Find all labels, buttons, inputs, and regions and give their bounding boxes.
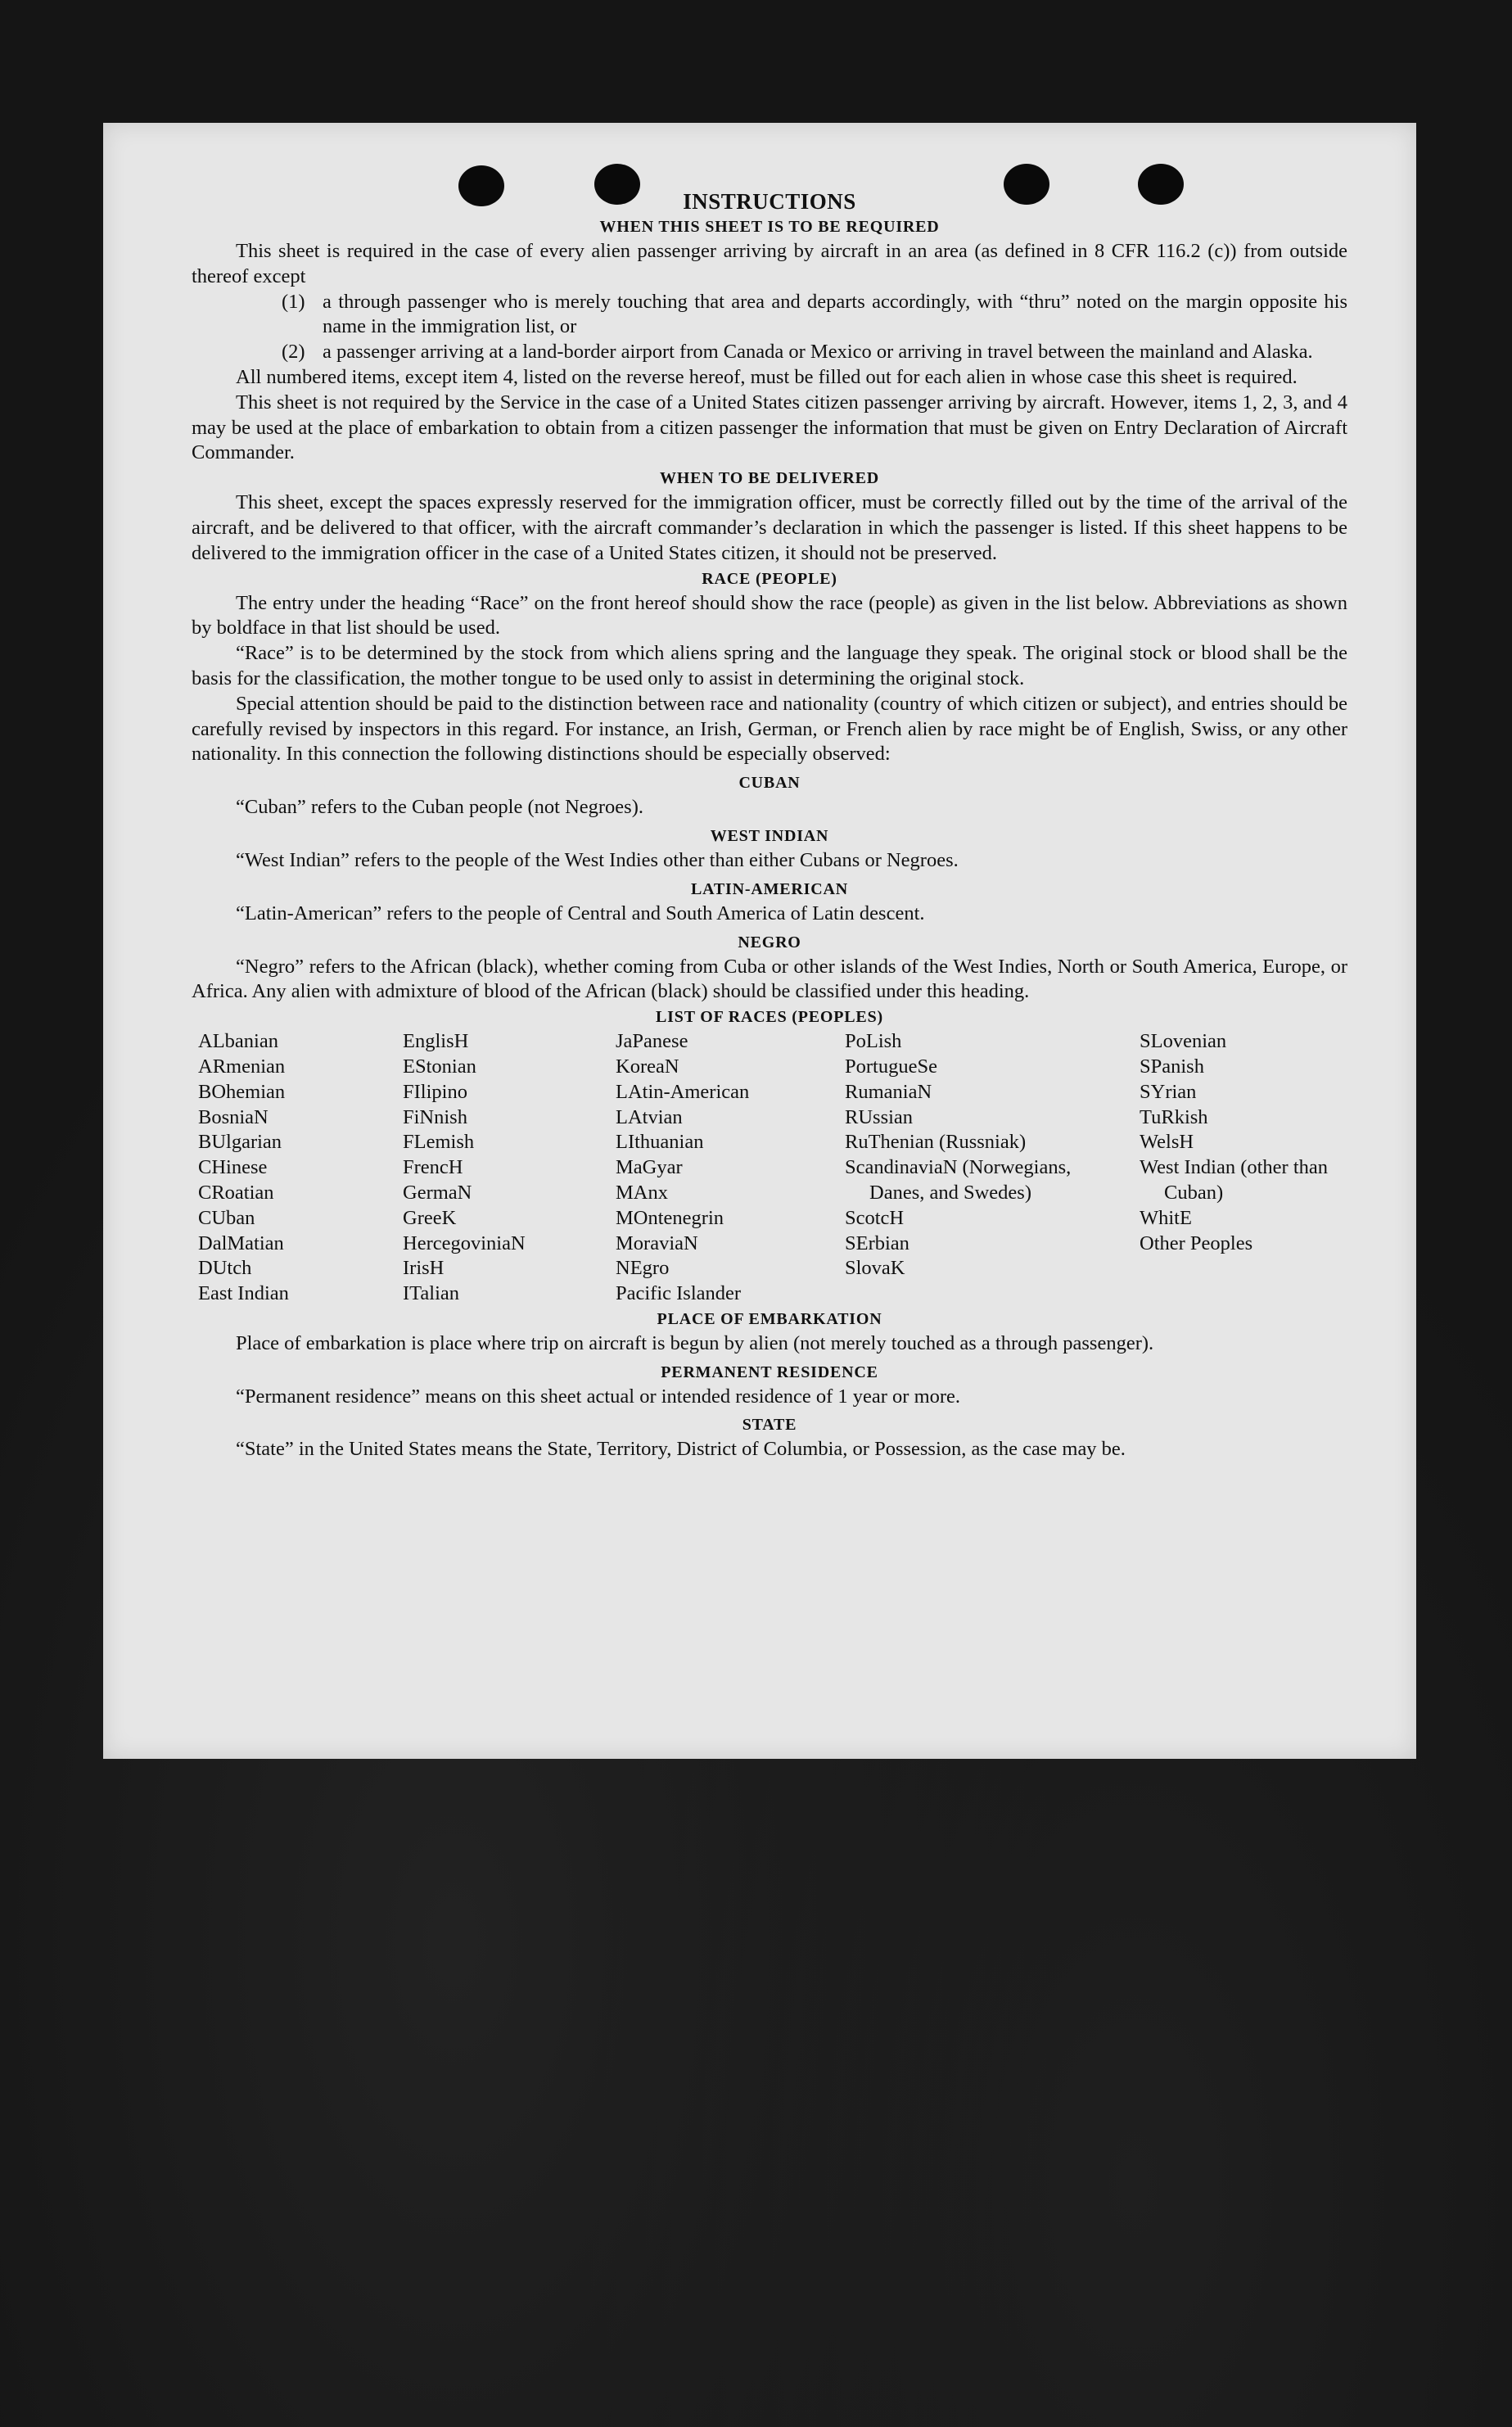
item-number: (2) (282, 341, 305, 364)
race-entry: SLovenian (1140, 1030, 1227, 1053)
race-entry: EnglisH (403, 1030, 469, 1053)
race-entry: NEgro (616, 1257, 670, 1280)
race-entry: ARmenian (198, 1055, 286, 1078)
race-entry: WelsH (1140, 1131, 1194, 1154)
race-entry: LAtin-American (616, 1080, 750, 1103)
race-entry: BOhemian (198, 1080, 286, 1103)
race-entry: PoLish (845, 1030, 902, 1053)
races-column-3 (616, 1029, 845, 1307)
race-entry: SlovaK (845, 1257, 905, 1280)
heading-cuban: CUBAN (738, 774, 801, 793)
race-entry: RuThenian (Russniak) (845, 1131, 1027, 1154)
cuban-text: “Cuban” refers to the Cuban people (not Negroes). (236, 796, 643, 819)
item-text: a passenger arriving at a land-border airport from Canada or Mexico or arriving in travel between the mainland and Alaska. (323, 341, 1313, 364)
race-entry: MOntenegrin (616, 1206, 724, 1229)
race-entry: SPanish (1140, 1055, 1204, 1078)
race-entry: KoreaN (616, 1055, 679, 1078)
required-para-3: This sheet is not required by the Service in the case of a United States citizen passenger arriving by aircraft. However, items 1, 2, 3, and 4 may be used at the place of embarkation to obtain from a citizen passenger the information that must be given on Entry Declaration of Aircraft Commander. (192, 391, 1347, 464)
required-intro: This sheet is required in the case of every alien passenger arriving by aircraft in an area (as defined in 8 CFR 116.2 (c)) from outside thereof except (192, 240, 1347, 287)
race-entry: LIthuanian (616, 1131, 704, 1154)
race-entry: Other Peoples (1140, 1232, 1253, 1254)
races-list (198, 1029, 1347, 1307)
race-entry: HercegoviniaN (403, 1232, 526, 1254)
state-text: “State” in the United States means the State, Territory, District of Columbia, or Possession, as the case may be. (236, 1438, 1126, 1461)
race-entry: FrencH (403, 1156, 463, 1179)
race-entry: TuRkish (1140, 1105, 1208, 1128)
latin-american-text: “Latin-American” refers to the people of Central and South America of Latin descent. (236, 902, 925, 924)
races-column-5 (1140, 1029, 1354, 1307)
race-entry: East Indian (198, 1282, 289, 1305)
race-entry: CRoatian (198, 1181, 274, 1204)
race-entry: WhitE (1140, 1206, 1192, 1229)
race-para-2: “Race” is to be determined by the stock from which aliens spring and the language they speak. The original stock or blood shall be the basis for the classification, the mother tongue to be used only to assist in determining the original stock. (192, 642, 1347, 689)
race-entry: RUssian (845, 1105, 914, 1128)
item-text: a through passenger who is merely touching that area and departs accordingly, with “thru” noted on the margin opposite his name in the immigration list, or (323, 290, 1347, 338)
race-entry: FiNnish (403, 1105, 467, 1128)
race-entry: ScotcH (845, 1206, 905, 1229)
races-column-1 (198, 1029, 403, 1307)
heading-state: STATE (742, 1416, 797, 1435)
races-column-2 (403, 1029, 616, 1307)
race-entry: West Indian (other than Cuban) (1140, 1156, 1329, 1204)
exception-item-1 (192, 290, 1347, 341)
race-entry: ITalian (403, 1282, 460, 1305)
race-entry: JaPanese (616, 1030, 688, 1053)
races-column-4 (845, 1029, 1140, 1307)
race-entry: FIlipino (403, 1080, 467, 1103)
race-entry: CUban (198, 1206, 255, 1229)
race-entry: MAnx (616, 1181, 668, 1204)
page-title: INSTRUCTIONS (683, 189, 856, 214)
heading-delivered: WHEN TO BE DELIVERED (659, 469, 880, 488)
race-entry: RumaniaN (845, 1080, 932, 1103)
race-entry: SYrian (1140, 1080, 1197, 1103)
race-entry: SErbian (845, 1232, 909, 1254)
heading-embarkation: PLACE OF EMBARKATION (657, 1309, 882, 1328)
race-para-1: The entry under the heading “Race” on the front hereof should show the race (people) as given in the list below. Abbreviations as shown by boldface in that list should be used. (192, 591, 1347, 640)
heading-latin-american: LATIN-AMERICAN (691, 879, 848, 898)
heading-negro: NEGRO (738, 933, 801, 951)
race-entry: LAtvian (616, 1105, 683, 1128)
delivered-text: This sheet, except the spaces expressly reserved for the immigration officer, must be correctly filled out by the time of the arrival of the aircraft, and be delivered to that officer, with the aircraft commander’s declaration in which the passenger is listed. If this sheet happens to be delivered to the immigration officer in the case of a United States citizen, it should not be preserved. (192, 491, 1347, 564)
heading-required: WHEN THIS SHEET IS TO BE REQUIRED (599, 218, 940, 236)
heading-races-list: LIST OF RACES (PEOPLES) (656, 1008, 883, 1027)
item-number: (1) (282, 290, 305, 313)
residence-text: “Permanent residence” means on this sheet actual or intended residence of 1 year or more. (236, 1385, 961, 1408)
race-entry: BUlgarian (198, 1131, 282, 1154)
required-para-2: All numbered items, except item 4, listed on the reverse hereof, must be filled out for each alien in whose case this sheet is required. (236, 365, 1298, 388)
race-entry: DalMatian (198, 1232, 284, 1254)
exception-item-2 (192, 340, 1347, 365)
race-entry: MaGyar (616, 1156, 683, 1179)
race-entry: Pacific Islander (616, 1282, 742, 1305)
race-entry: ALbanian (198, 1030, 278, 1053)
race-entry: FLemish (403, 1131, 475, 1154)
race-entry: CHinese (198, 1156, 268, 1179)
race-entry: ScandinaviaN (Norwegians, Danes, and Swedes) (845, 1156, 1072, 1204)
document-sheet (103, 123, 1416, 1759)
race-entry: GermaN (403, 1181, 472, 1204)
heading-race: RACE (PEOPLE) (702, 569, 837, 588)
race-entry: DUtch (198, 1257, 252, 1280)
race-entry: EStonian (403, 1055, 476, 1078)
heading-west-indian: WEST INDIAN (710, 826, 829, 845)
race-entry: IrisH (403, 1257, 445, 1280)
race-entry: PortugueSe (845, 1055, 937, 1078)
race-entry: MoraviaN (616, 1232, 698, 1254)
heading-residence: PERMANENT RESIDENCE (661, 1363, 878, 1381)
instructions-content (192, 188, 1347, 1462)
race-para-3: Special attention should be paid to the distinction between race and nationality (country of which citizen or subject), and entries should be carefully revised by inspectors in this regard. For instance, an Irish, German, or French alien by race might be of English, Swiss, or any other nationality. In this connection the following distinctions should be especially observed: (192, 692, 1347, 766)
negro-text: “Negro” refers to the African (black), whether coming from Cuba or other islands of the West Indies, North or South America, Europe, or Africa. Any alien with admixture of blood of the African (black) should be classified under this heading. (192, 955, 1347, 1003)
race-entry: BosniaN (198, 1105, 269, 1128)
race-entry: GreeK (403, 1206, 457, 1229)
embarkation-text: Place of embarkation is place where trip on aircraft is begun by alien (not merely touched as a through passenger). (236, 1331, 1154, 1354)
west-indian-text: “West Indian” refers to the people of the West Indies other than either Cubans or Negroes. (236, 848, 959, 871)
